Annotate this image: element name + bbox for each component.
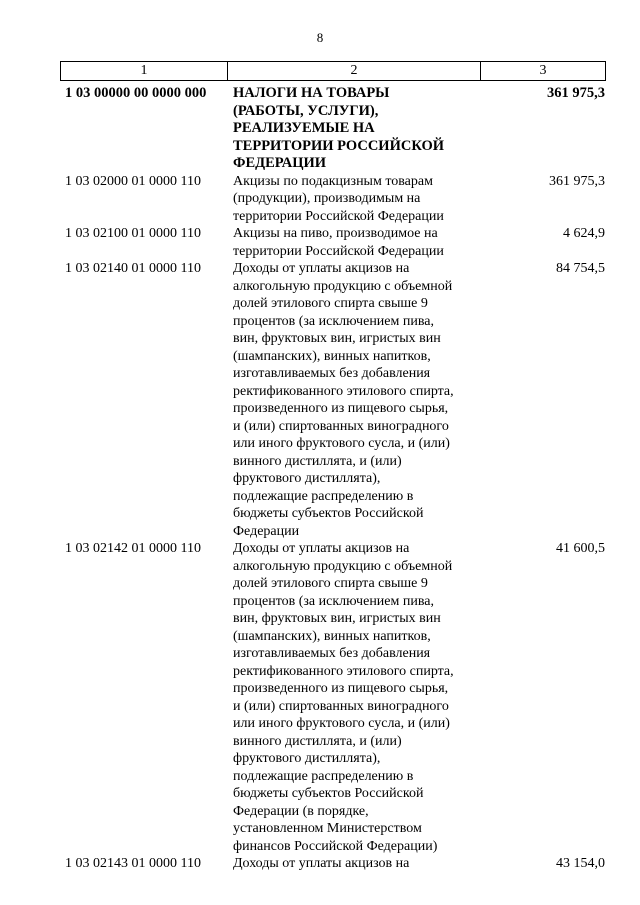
table-row — [60, 540, 606, 855]
amount: 361 975,3 — [547, 85, 605, 101]
revenue-name: Доходы от уплаты акцизов на — [233, 856, 410, 871]
budget-code: 1 03 02000 01 0000 110 — [65, 173, 201, 189]
revenue-name: Акцизы на пиво, производимое на территории Российской Федерации — [233, 226, 444, 259]
amount: 43 154,0 — [556, 856, 605, 871]
budget-code: 1 03 02142 01 0000 110 — [65, 541, 201, 556]
budget-code: 1 03 02143 01 0000 110 — [65, 856, 201, 871]
revenue-name: Акцизы по подакцизным товарам (продукции), производимым на территории Российской Федерации — [233, 173, 444, 224]
budget-code: 1 03 02100 01 0000 110 — [65, 226, 201, 241]
revenue-name: Доходы от уплаты акцизов на алкогольную продукцию с объемной долей этилового спирта свыше 9 процентов (за исключением пива, вин, фруктовых вин, игристых вин (шампанских), винных напитков, изготавливаемых без добавления ректификованного этилового спирта, произведенного из пищевого сырья, и (или) спиртованных виноградного или иного фруктового сусла, и (или) винного дистиллята, и (или) фруктового дистиллята), подлежащие распределению в бюджеты субъектов Российской Федерации — [233, 261, 454, 539]
table-header — [60, 61, 606, 81]
header-col-1: 1 — [61, 62, 228, 80]
budget-code: 1 03 00000 00 0000 000 — [65, 85, 207, 101]
revenue-name: НАЛОГИ НА ТОВАРЫ (РАБОТЫ, УСЛУГИ), РЕАЛИЗУЕМЫЕ НА ТЕРРИТОРИИ РОССИЙСКОЙ ФЕДЕРАЦИИ — [233, 85, 445, 171]
table-row — [60, 173, 606, 226]
header-col-3: 3 — [539, 63, 547, 78]
amount: 41 600,5 — [556, 541, 605, 556]
revenue-table — [60, 61, 606, 873]
table-row — [60, 260, 606, 540]
amount: 4 624,9 — [563, 226, 605, 241]
table-row — [60, 855, 606, 873]
budget-code: 1 03 02140 01 0000 110 — [65, 261, 201, 276]
table-row — [60, 85, 606, 173]
amount: 361 975,3 — [549, 173, 605, 189]
header-col-2: 2 — [228, 62, 481, 80]
table-row — [60, 225, 606, 260]
page-number: 8 — [316, 30, 324, 45]
revenue-name: Доходы от уплаты акцизов на алкогольную продукцию с объемной долей этилового спирта свыше 9 процентов (за исключением пива, вин, фруктовых вин, игристых вин (шампанских), винных напитков, изготавливаемых без добавления ректификованного этилового спирта, произведенного из пищевого сырья, и (или) спиртованных виноградного или иного фруктового сусла, и (или) винного дистиллята, и (или) фруктового дистиллята), подлежащие распределению в бюджеты субъектов Российской Федерации (в порядке, установленном Министерством финансов Российской Федерации) — [233, 541, 454, 854]
amount: 84 754,5 — [556, 261, 605, 276]
